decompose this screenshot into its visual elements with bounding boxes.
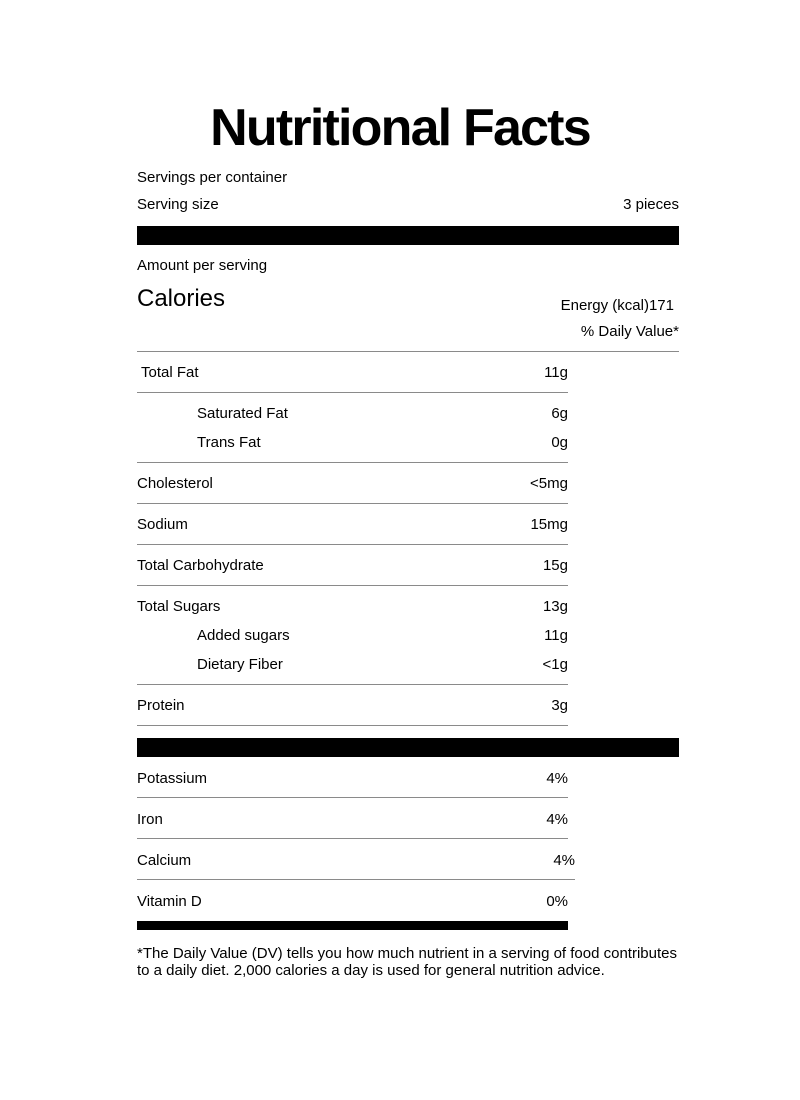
divider — [137, 503, 568, 504]
nutrient-value-total-carbohydrate: 15g — [542, 557, 568, 574]
nutrient-value-cholesterol: <5mg — [530, 475, 568, 492]
energy-value: Energy (kcal)171 — [560, 297, 674, 314]
calories-label: Calories — [137, 285, 226, 312]
thick-divider-top — [137, 226, 679, 245]
divider — [137, 462, 568, 463]
mineral-value-potassium: 4% — [546, 770, 568, 787]
thick-divider-bottom — [137, 921, 568, 930]
nutrient-label-total-sugars: Total Sugars — [137, 598, 221, 615]
nutrient-value-total-sugars: 13g — [542, 598, 568, 615]
divider — [137, 797, 568, 798]
nutrient-label-added-sugars: Added sugars — [197, 627, 290, 644]
divider — [137, 585, 568, 586]
nutrient-label-dietary-fiber: Dietary Fiber — [197, 656, 283, 673]
nutrient-value-sodium: 15mg — [530, 516, 568, 533]
mineral-label-iron: Iron — [137, 811, 163, 828]
page-title: Nutritional Facts — [210, 99, 590, 157]
nutrient-value-saturated-fat: 6g — [551, 405, 568, 422]
divider — [137, 392, 568, 393]
nutrient-label-cholesterol: Cholesterol — [137, 475, 213, 492]
amount-per-serving-label: Amount per serving — [137, 257, 268, 274]
nutrient-label-total-carbohydrate: Total Carbohydrate — [137, 557, 264, 574]
serving-size-value: 3 pieces — [623, 196, 679, 213]
mineral-label-vitamin-d: Vitamin D — [137, 893, 202, 910]
divider — [137, 351, 679, 352]
divider — [137, 684, 568, 685]
thick-divider-middle — [137, 738, 679, 757]
daily-value-header: % Daily Value* — [580, 323, 679, 340]
nutrient-value-total-fat: 11g — [544, 364, 568, 381]
serving-size-label: Serving size — [137, 196, 219, 213]
divider — [137, 725, 568, 726]
nutrient-label-protein: Protein — [137, 697, 185, 714]
servings-per-container-label: Servings per container — [137, 169, 288, 186]
mineral-value-vitamin-d: 0% — [546, 893, 568, 910]
divider — [137, 879, 575, 880]
mineral-value-iron: 4% — [546, 811, 568, 828]
divider — [137, 838, 568, 839]
nutrient-label-sodium: Sodium — [137, 516, 188, 533]
mineral-value-calcium: 4% — [553, 852, 575, 869]
divider — [137, 544, 568, 545]
mineral-label-calcium: Calcium — [137, 852, 192, 869]
footnote: *The Daily Value (DV) tells you how much nutrient in a serving of food contributes to a daily diet. 2,000 calories a day is used for general nutrition advice. — [137, 945, 677, 979]
nutrient-value-dietary-fiber: <1g — [542, 656, 568, 673]
nutrient-label-saturated-fat: Saturated Fat — [197, 405, 288, 422]
nutrient-label-total-fat: Total Fat — [141, 364, 199, 381]
nutrient-value-added-sugars: 11g — [544, 627, 568, 644]
nutrient-value-protein: 3g — [551, 697, 568, 714]
nutrient-label-trans-fat: Trans Fat — [197, 434, 261, 451]
nutrient-value-trans-fat: 0g — [551, 434, 568, 451]
mineral-label-potassium: Potassium — [137, 770, 208, 787]
